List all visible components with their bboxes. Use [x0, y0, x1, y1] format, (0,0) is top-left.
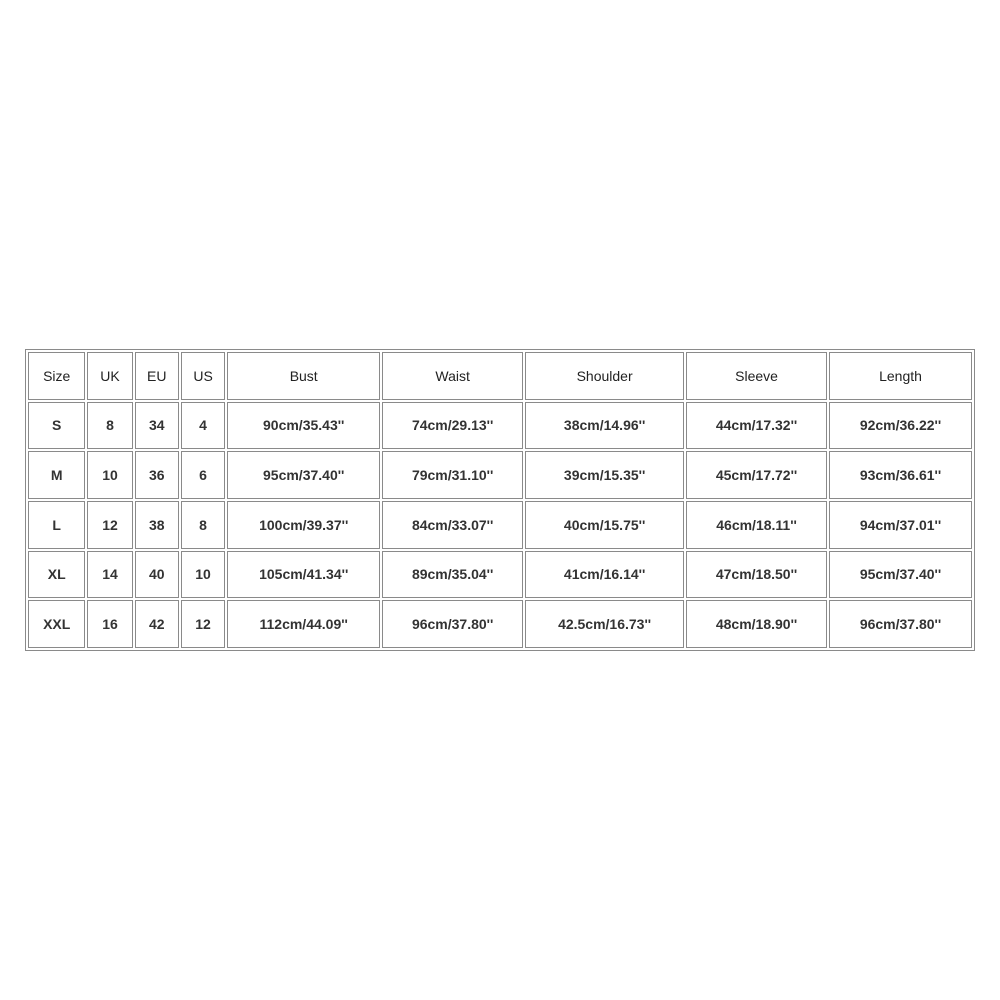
- cell-uk: 12: [87, 501, 132, 549]
- cell-sleeve: 44cm/17.32'': [686, 402, 827, 450]
- cell-bust: 90cm/35.43'': [227, 402, 380, 450]
- cell-us: 8: [181, 501, 225, 549]
- cell-sleeve: 46cm/18.11'': [686, 501, 827, 549]
- cell-bust: 100cm/39.37'': [227, 501, 380, 549]
- header-eu: EU: [135, 352, 179, 400]
- cell-bust: 95cm/37.40'': [227, 451, 380, 499]
- cell-size: XL: [28, 551, 85, 599]
- cell-sleeve: 47cm/18.50'': [686, 551, 827, 599]
- cell-size: S: [28, 402, 85, 450]
- cell-us: 4: [181, 402, 225, 450]
- cell-shoulder: 40cm/15.75'': [525, 501, 684, 549]
- cell-shoulder: 39cm/15.35'': [525, 451, 684, 499]
- cell-us: 12: [181, 600, 225, 648]
- cell-shoulder: 42.5cm/16.73'': [525, 600, 684, 648]
- cell-bust: 105cm/41.34'': [227, 551, 380, 599]
- cell-length: 93cm/36.61'': [829, 451, 972, 499]
- cell-length: 95cm/37.40'': [829, 551, 972, 599]
- header-uk: UK: [87, 352, 132, 400]
- cell-bust: 112cm/44.09'': [227, 600, 380, 648]
- cell-waist: 89cm/35.04'': [382, 551, 523, 599]
- cell-sleeve: 48cm/18.90'': [686, 600, 827, 648]
- header-us: US: [181, 352, 225, 400]
- cell-waist: 74cm/29.13'': [382, 402, 523, 450]
- cell-eu: 38: [135, 501, 179, 549]
- header-waist: Waist: [382, 352, 523, 400]
- header-shoulder: Shoulder: [525, 352, 684, 400]
- cell-eu: 36: [135, 451, 179, 499]
- table-row: [28, 600, 972, 648]
- cell-eu: 34: [135, 402, 179, 450]
- cell-size: L: [28, 501, 85, 549]
- cell-sleeve: 45cm/17.72'': [686, 451, 827, 499]
- table-header-row: [28, 352, 972, 400]
- cell-length: 94cm/37.01'': [829, 501, 972, 549]
- size-chart-table: [25, 349, 975, 651]
- cell-uk: 8: [87, 402, 132, 450]
- cell-size: XXL: [28, 600, 85, 648]
- cell-waist: 96cm/37.80'': [382, 600, 523, 648]
- header-bust: Bust: [227, 352, 380, 400]
- cell-length: 92cm/36.22'': [829, 402, 972, 450]
- header-sleeve: Sleeve: [686, 352, 827, 400]
- cell-uk: 14: [87, 551, 132, 599]
- cell-eu: 40: [135, 551, 179, 599]
- header-size: Size: [28, 352, 85, 400]
- table-row: [28, 551, 972, 599]
- cell-size: M: [28, 451, 85, 499]
- table-row: [28, 402, 972, 450]
- cell-length: 96cm/37.80'': [829, 600, 972, 648]
- table-row: [28, 451, 972, 499]
- cell-waist: 84cm/33.07'': [382, 501, 523, 549]
- cell-uk: 10: [87, 451, 132, 499]
- cell-us: 6: [181, 451, 225, 499]
- cell-waist: 79cm/31.10'': [382, 451, 523, 499]
- table-row: [28, 501, 972, 549]
- cell-uk: 16: [87, 600, 132, 648]
- cell-shoulder: 41cm/16.14'': [525, 551, 684, 599]
- cell-us: 10: [181, 551, 225, 599]
- cell-shoulder: 38cm/14.96'': [525, 402, 684, 450]
- header-length: Length: [829, 352, 972, 400]
- cell-eu: 42: [135, 600, 179, 648]
